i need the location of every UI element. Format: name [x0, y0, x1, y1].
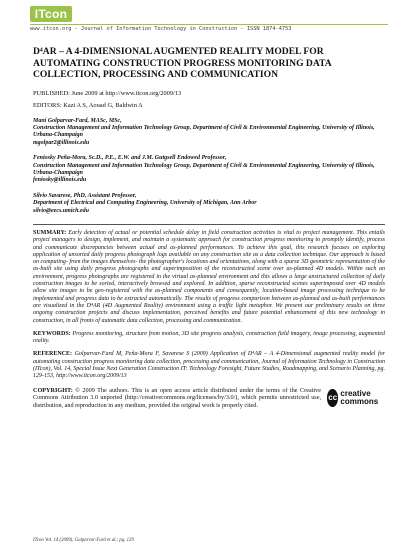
reference-label: REFERENCE: — [33, 351, 73, 358]
author-name: Mani Golparvar-Fard, MASc, MSc, — [33, 117, 122, 124]
author-affiliation: Construction Management and Information Technology Group, Department of Civil & Environmental Engineering, University of Illinois, Urbana-Champaign — [33, 124, 375, 139]
editors-line: EDITORS: Kazi A S, Aouad G, Baldwin A — [33, 101, 143, 109]
author-email: mgolpar2@illinois.edu — [33, 139, 90, 146]
reference-section — [33, 351, 385, 380]
summary-label: SUMMARY: — [33, 229, 67, 236]
author-affiliation: Construction Management and Information Technology Group, Department of Civil & Environmental Engineering, University of Illinois, Urbana-Champaign — [33, 162, 375, 176]
author-1 — [33, 118, 385, 148]
itcon-logo: ITcon — [30, 6, 72, 22]
author-affiliation: Department of Electrical and Computing Engineering, University of Michigan, Ann Arbor — [33, 200, 257, 207]
summary-section — [33, 230, 385, 325]
author-2 — [33, 155, 385, 185]
copyright-label: COPYRIGHT: — [33, 386, 73, 394]
paper-title: D⁴AR – A 4-DIMENSIONAL AUGMENTED REALITY MODEL FOR AUTOMATING CONSTRUCTION PROGRESS MONITORING DATA COLLECTION, PROCESSING AND COMMUNICATION — [33, 46, 332, 80]
journal-info-line: www.itcon.org - Journal of Information Technology in Construction - ISSN 1874-4753 — [30, 26, 292, 32]
cc-icon: cc — [327, 389, 338, 407]
published-line: PUBLISHED: June 2009 at http://www.itcon.org/2009/13 — [33, 89, 182, 97]
author-name: Silvio Savarese, PhD, Assistant Professor, — [33, 192, 137, 199]
keywords-section — [33, 331, 385, 346]
creative-commons-logo — [327, 387, 385, 409]
copyright-section — [33, 387, 385, 410]
keywords-text: Progress monitoring, structure from motion, 3D site progress analysis, construction field imagery, image processing, augmented reality. — [33, 330, 386, 345]
author-email: silvio@eecs.umich.edu — [33, 207, 89, 214]
page-footer: ITcon Vol. 14 (2009), Golparvar-Fard et al.; pg. 129 — [33, 538, 134, 543]
copyright-text: © 2009 The authors. This is an open access article distributed under the terms of the Creative Commons Attribution 3.0 unported (http://creativecommons.org/licenses/by/3.0/), which permits unrestricted use, distribution, and reproduction in any medium, provided the original work is properly cited. — [33, 386, 321, 409]
summary-text: Early detection of actual or potential schedule delay in field construction activities is vital to project management. This entails project managers to design, implement, and maintain a systematic approach for construction progress monitoring to promptly identify, process and communicate discrepancies between actual and as-planned performances. To achieve this goal, this research focuses on exploring application of unsorted daily progress photograph logs available on any construction site as a data collection technique. Our approach is based on computing- from the images themselves- the photographer's locations and orientations, along with a sparse 3D geometric representation of the as-built site using daily progress photographs and superimposition of the reconstructed scene over as-planned 4D models. Within such an environment, progress photographs are registered in the virtual as-planned environment and this allows a large unstructured collection of daily construction images to be sorted, interactively browsed and explored. In addition, sparse reconstructed scenes superimposed over 4D models allow site images to be geo-registered with the as-planned components and consequently, location-based image processing technique to be implemented and progress data to be extracted automatically. The results of progress comparison between as-planned and as-built performances are visualized in the D⁴AR (4D Augmented Reality) environment using a traffic light metaphor. We present our preliminary results on three ongoing construction projects and discuss implementation, perceived benefits and future potential enhancement of this new technology in construction, in all fronts of automatic data collection, processing and communication. — [33, 229, 385, 324]
reference-text: Golparvar-Fard M, Peña-Mora F, Savarese S (2009) Application of D⁴AR – A 4-Dimensional augmented reality model for automating construction progress monitoring data collection, processing and communication, Journal of Information Technology in Construction (ITcon), Vol. 14, Special Issue Next Generation Construction IT: Technology Foresight, Future Studies, Roadmapping, and Scenario Planning, pg. 129-153, http://www.itcon.org/2009/13 — [33, 351, 385, 380]
author-3 — [33, 193, 385, 215]
author-email: feniosky@illinois.edu — [33, 177, 87, 184]
journal-header — [0, 0, 417, 36]
cc-logo-text: creative commons — [340, 389, 379, 407]
header-divider — [30, 24, 388, 25]
paper-body — [33, 46, 385, 409]
keywords-label: KEYWORDS: — [33, 330, 71, 337]
author-name: Feniosky Peña-Mora, Sc.D., P.E., E.W. and J.M. Gutgsell Endowed Professor, — [33, 155, 227, 162]
section-divider — [33, 224, 385, 225]
